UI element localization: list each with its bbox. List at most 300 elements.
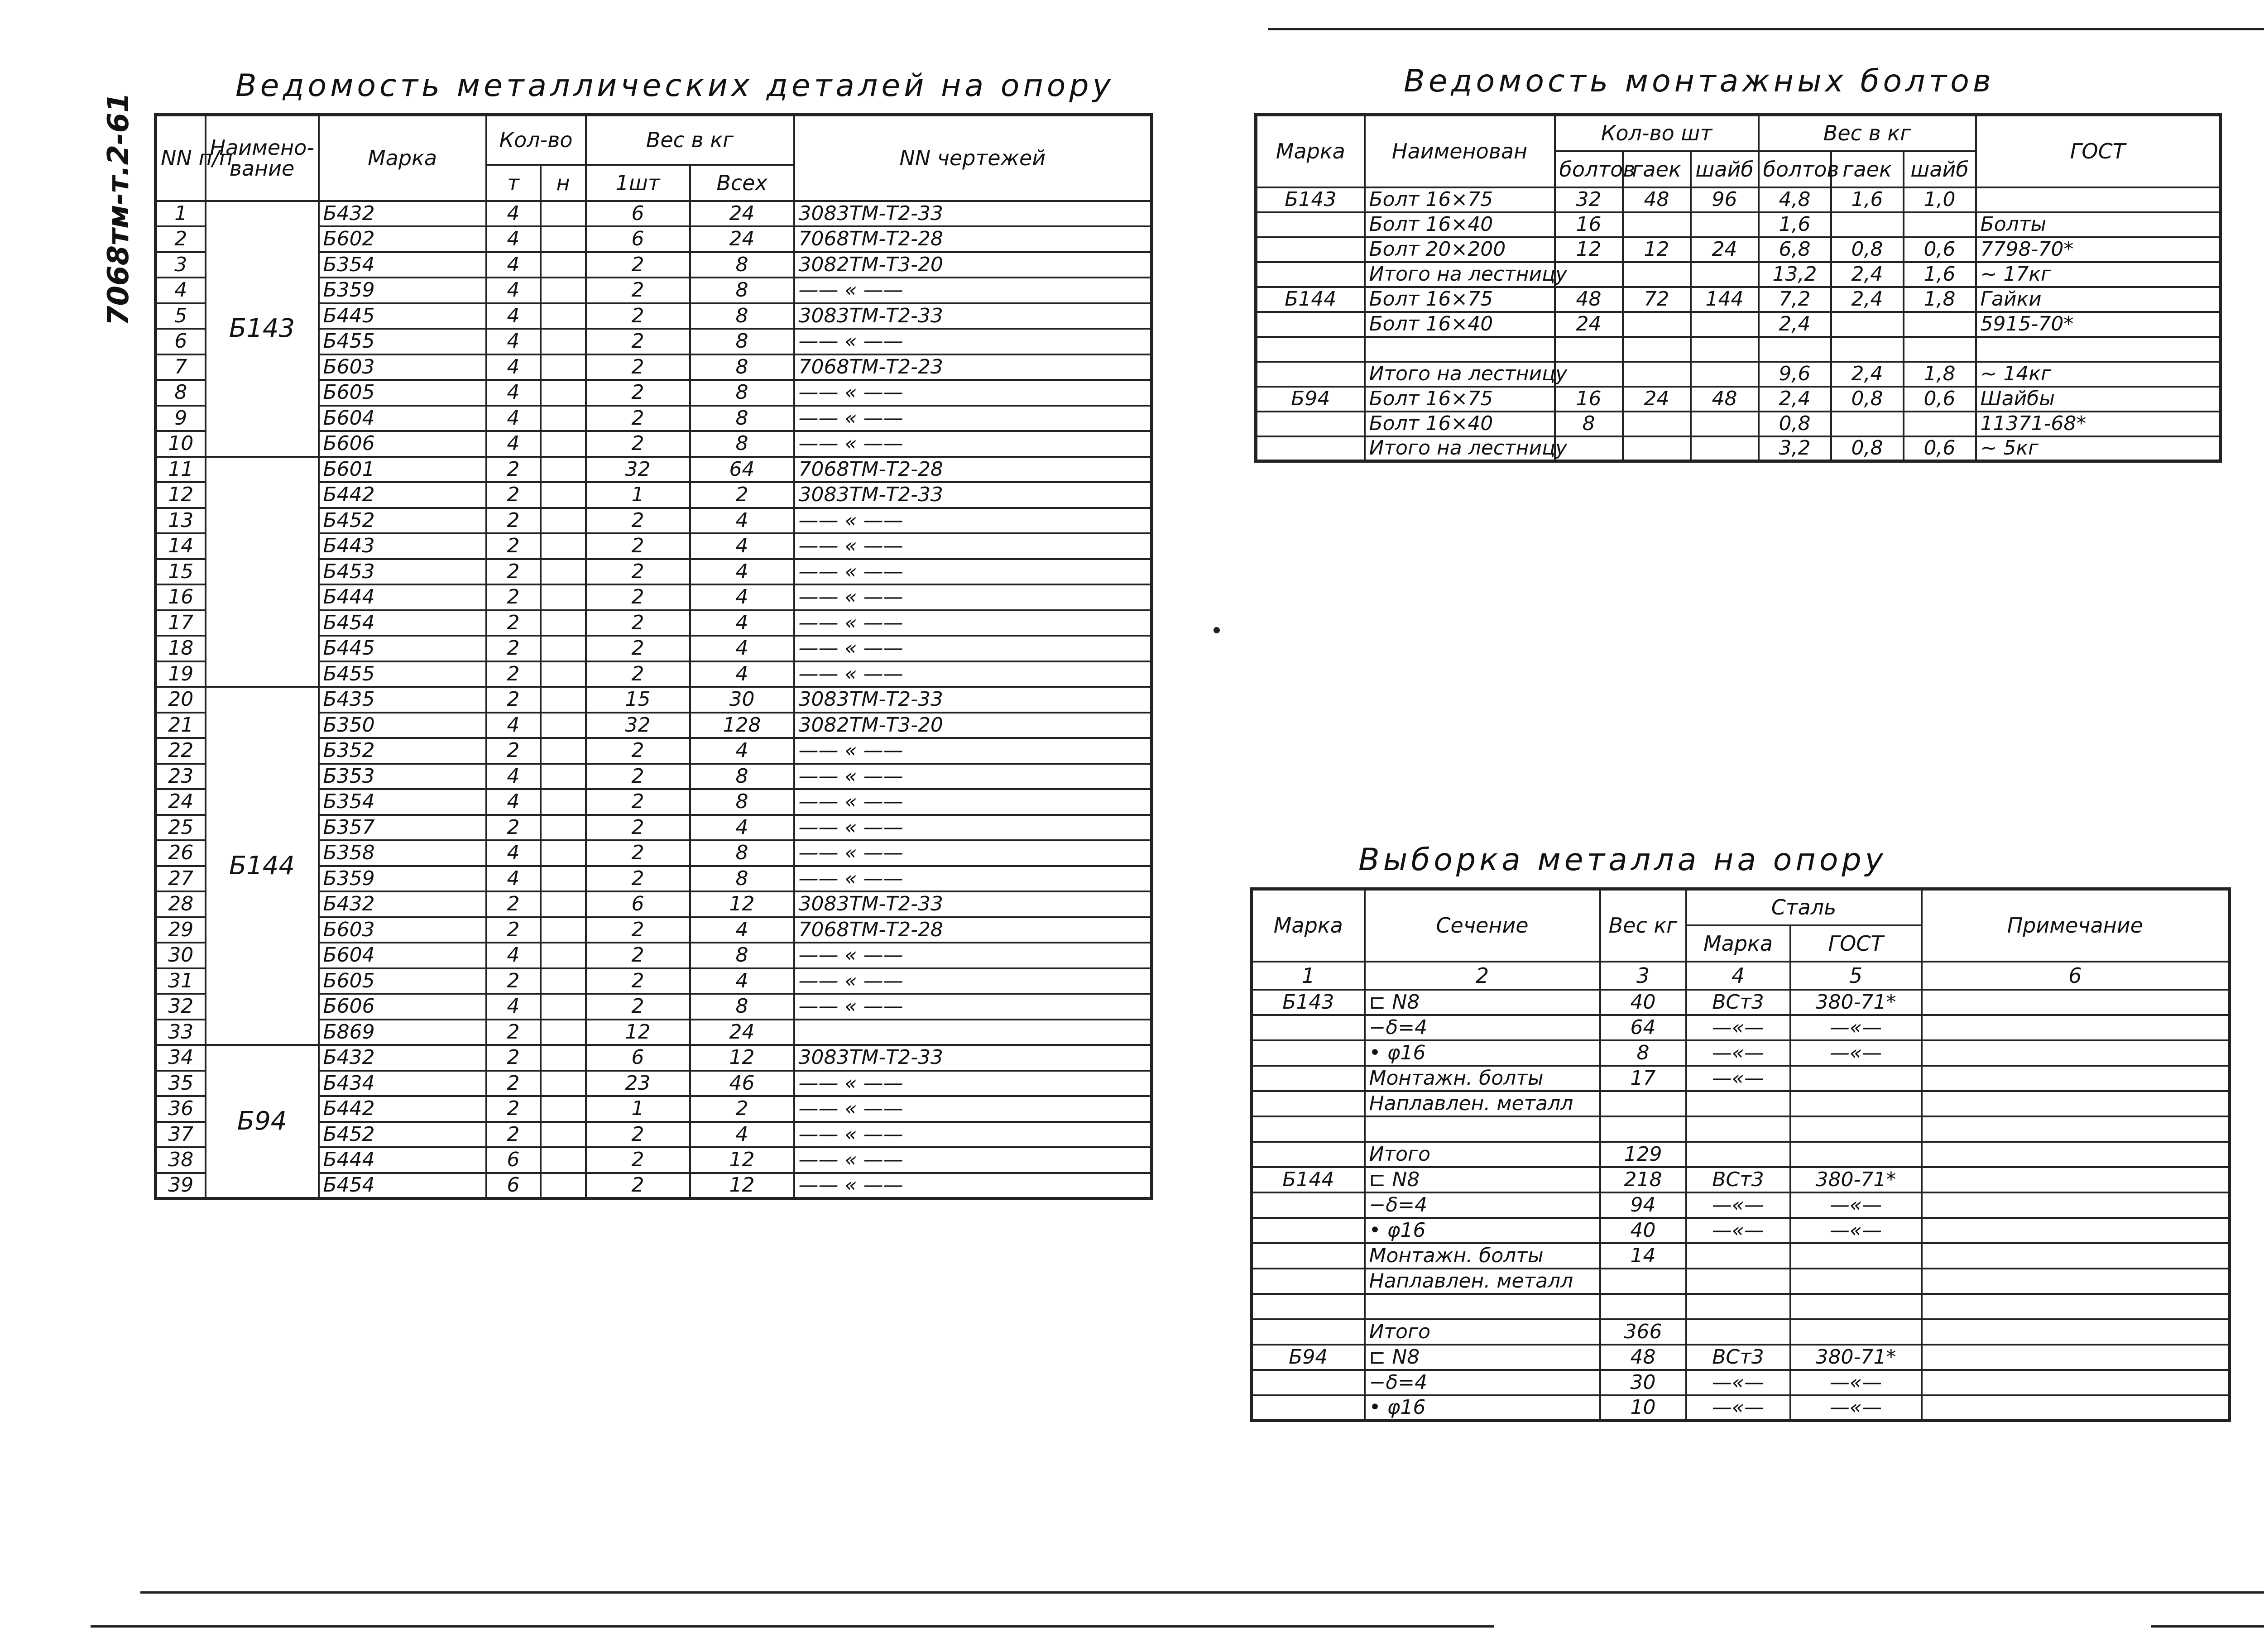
metal-weight: 10	[1600, 1395, 1686, 1421]
row-weight-unit: 2	[586, 764, 690, 790]
nut-weight: 2,4	[1831, 287, 1904, 312]
bolts-row	[1256, 387, 2221, 412]
row-drawing: —— « ——	[794, 278, 1152, 303]
row-number: 17	[156, 610, 206, 636]
row-weight-unit: 2	[586, 815, 690, 841]
row-weight-unit: 2	[586, 636, 690, 661]
steel-gost: —«—	[1790, 1040, 1922, 1066]
row-number: 27	[156, 866, 206, 892]
row-qty-n	[541, 1045, 586, 1071]
bolt-count: 16	[1555, 387, 1623, 412]
row-qty-n	[541, 1122, 586, 1148]
row-qty-n	[541, 713, 586, 738]
metal-marka	[1252, 1040, 1365, 1066]
row-marka: Б606	[319, 431, 486, 457]
group-name: Б94	[206, 1045, 319, 1198]
metal-section: Наплавлен. металл	[1365, 1269, 1600, 1294]
bolt-count: 32	[1555, 187, 1623, 212]
row-weight-total: 4	[690, 533, 794, 559]
row-qty-t: 4	[486, 994, 541, 1020]
row-number: 8	[156, 380, 206, 406]
row-weight-total: 4	[690, 584, 794, 610]
bolts-col-kolvo: Кол-во шт	[1555, 115, 1759, 151]
row-qty-n	[541, 278, 586, 303]
bolt-gost: 11371-68*	[1976, 412, 2221, 436]
row-weight-unit: 2	[586, 968, 690, 994]
metal-marka: Б143	[1252, 990, 1365, 1015]
row-weight-unit: 2	[586, 917, 690, 943]
row-marka: Б445	[319, 636, 486, 661]
col-nn: NN п/п	[156, 115, 206, 201]
row-number: 33	[156, 1020, 206, 1045]
row-weight-unit: 2	[586, 738, 690, 764]
row-weight-total: 8	[690, 303, 794, 329]
bolt-weight: 2,4	[1759, 312, 1831, 337]
washer-count	[1691, 262, 1759, 287]
bolt-name: Болт 16×40	[1365, 412, 1555, 436]
row-number: 11	[156, 457, 206, 483]
row-marka: Б354	[319, 789, 486, 815]
row-marka: Б445	[319, 303, 486, 329]
steel-gost	[1790, 1116, 1922, 1142]
washer-count	[1691, 312, 1759, 337]
metal-section: Монтажн. болты	[1365, 1243, 1600, 1269]
nut-count: 48	[1623, 187, 1691, 212]
bolts-row	[1256, 212, 2221, 237]
row-qty-n	[541, 687, 586, 713]
metal-row	[1252, 1167, 2230, 1192]
steel-gost: —«—	[1790, 1395, 1922, 1421]
steel-gost: 380-71*	[1790, 1345, 1922, 1370]
metal-col-stal: Сталь	[1686, 889, 1922, 925]
row-drawing: 3082ТМ-Т3-20	[794, 713, 1152, 738]
metal-note	[1922, 1167, 2230, 1192]
row-number: 24	[156, 789, 206, 815]
bolt-name: Итого на лестницу	[1365, 262, 1555, 287]
row-weight-total: 24	[690, 201, 794, 227]
row-weight-total: 4	[690, 508, 794, 534]
nut-weight: 0,8	[1831, 237, 1904, 262]
metal-section: −δ=4	[1365, 1370, 1600, 1395]
metal-section: ⊏ N8	[1365, 990, 1600, 1015]
row-weight-total: 2	[690, 482, 794, 508]
row-weight-total: 12	[690, 891, 794, 917]
row-marka: Б604	[319, 943, 486, 968]
row-weight-total: 4	[690, 610, 794, 636]
row-marka: Б442	[319, 482, 486, 508]
bolts-row	[1256, 312, 2221, 337]
metal-section: ⊏ N8	[1365, 1345, 1600, 1370]
metal-col-prim: Примечание	[1922, 889, 2230, 962]
bolt-count: 8	[1555, 412, 1623, 436]
details-row	[156, 201, 1152, 227]
bolt-name	[1365, 337, 1555, 362]
row-marka: Б601	[319, 457, 486, 483]
row-qty-n	[541, 226, 586, 252]
row-weight-total: 12	[690, 1045, 794, 1071]
metal-row	[1252, 1192, 2230, 1218]
metal-section: −δ=4	[1365, 1192, 1600, 1218]
row-marka: Б432	[319, 201, 486, 227]
washer-count: 24	[1691, 237, 1759, 262]
row-weight-unit: 2	[586, 354, 690, 380]
row-weight-total: 4	[690, 1122, 794, 1148]
row-weight-unit: 6	[586, 1045, 690, 1071]
row-weight-total: 24	[690, 1020, 794, 1045]
row-marka: Б452	[319, 1122, 486, 1148]
row-drawing: 7068ТМ-Т2-23	[794, 354, 1152, 380]
row-qty-n	[541, 482, 586, 508]
bolts-row	[1256, 262, 2221, 287]
row-qty-t: 2	[486, 661, 541, 687]
steel-grade: ВСт3	[1686, 1167, 1790, 1192]
steel-grade	[1686, 1243, 1790, 1269]
row-qty-t: 4	[486, 406, 541, 431]
metal-row	[1252, 1218, 2230, 1243]
metal-weight: 94	[1600, 1192, 1686, 1218]
metal-marka	[1252, 1370, 1365, 1395]
nut-count	[1623, 412, 1691, 436]
row-weight-total: 8	[690, 431, 794, 457]
steel-grade: —«—	[1686, 1218, 1790, 1243]
bolt-name: Болт 20×200	[1365, 237, 1555, 262]
bolt-weight: 0,8	[1759, 412, 1831, 436]
metal-note	[1922, 1142, 2230, 1167]
row-drawing	[794, 1020, 1152, 1045]
row-weight-unit: 2	[586, 584, 690, 610]
bolt-gost: Болты	[1976, 212, 2221, 237]
bolts-row	[1256, 187, 2221, 212]
metal-section: • φ16	[1365, 1395, 1600, 1421]
sheet-side-code: 7068тм-т.2-61	[102, 92, 135, 326]
steel-grade	[1686, 1294, 1790, 1319]
row-qty-n	[541, 840, 586, 866]
row-number: 25	[156, 815, 206, 841]
col-ves: Вес в кг	[586, 115, 794, 165]
metal-note	[1922, 1269, 2230, 1294]
bolt-marka	[1256, 212, 1365, 237]
row-number: 15	[156, 559, 206, 585]
nut-count	[1623, 337, 1691, 362]
row-marka: Б603	[319, 354, 486, 380]
metal-note	[1922, 1066, 2230, 1091]
row-number: 13	[156, 508, 206, 534]
washer-weight: 1,8	[1904, 287, 1976, 312]
row-weight-unit: 6	[586, 226, 690, 252]
row-qty-n	[541, 994, 586, 1020]
metal-note	[1922, 1243, 2230, 1269]
row-weight-total: 8	[690, 380, 794, 406]
metal-marka	[1252, 1066, 1365, 1091]
row-weight-unit: 2	[586, 1147, 690, 1173]
row-qty-t: 2	[486, 482, 541, 508]
metal-title: Выборка металла на опору	[1358, 842, 1887, 878]
group-name: Б143	[206, 201, 319, 457]
row-number: 38	[156, 1147, 206, 1173]
bolts-col-shaib: шайб	[1691, 151, 1759, 187]
row-qty-t: 4	[486, 840, 541, 866]
row-qty-t: 2	[486, 968, 541, 994]
metal-table	[1250, 887, 2231, 1422]
row-number: 22	[156, 738, 206, 764]
row-qty-t: 4	[486, 201, 541, 227]
metal-marka	[1252, 1294, 1365, 1319]
row-marka: Б455	[319, 329, 486, 354]
punch-dot	[1214, 627, 1220, 633]
col-n: н	[541, 165, 586, 201]
row-qty-n	[541, 968, 586, 994]
row-number: 9	[156, 406, 206, 431]
washer-weight: 0,6	[1904, 237, 1976, 262]
metal-weight: 14	[1600, 1243, 1686, 1269]
row-drawing: —— « ——	[794, 380, 1152, 406]
metal-row	[1252, 1040, 2230, 1066]
row-marka: Б432	[319, 891, 486, 917]
bolts-col-vgaek: гаек	[1831, 151, 1904, 187]
metal-col-number: 5	[1790, 962, 1922, 990]
row-qty-n	[541, 636, 586, 661]
row-qty-t: 4	[486, 431, 541, 457]
row-weight-unit: 2	[586, 943, 690, 968]
nut-weight: 2,4	[1831, 262, 1904, 287]
row-drawing: —— « ——	[794, 1071, 1152, 1097]
steel-gost	[1790, 1091, 1922, 1116]
metal-marka	[1252, 1192, 1365, 1218]
row-qty-t: 4	[486, 764, 541, 790]
row-qty-t: 4	[486, 866, 541, 892]
row-qty-t: 2	[486, 610, 541, 636]
row-qty-n	[541, 891, 586, 917]
row-qty-n	[541, 533, 586, 559]
bolt-weight: 6,8	[1759, 237, 1831, 262]
bolt-marka	[1256, 412, 1365, 436]
bolt-name: Болт 16×75	[1365, 287, 1555, 312]
bolt-weight: 2,4	[1759, 387, 1831, 412]
row-qty-t: 4	[486, 380, 541, 406]
row-qty-t: 2	[486, 917, 541, 943]
bolts-row	[1256, 237, 2221, 262]
row-drawing: —— « ——	[794, 1173, 1152, 1199]
row-number: 14	[156, 533, 206, 559]
steel-grade: —«—	[1686, 1040, 1790, 1066]
washer-weight	[1904, 312, 1976, 337]
row-weight-total: 8	[690, 866, 794, 892]
row-weight-unit: 2	[586, 866, 690, 892]
washer-count	[1691, 362, 1759, 387]
nut-count	[1623, 262, 1691, 287]
row-qty-t: 6	[486, 1173, 541, 1199]
row-qty-n	[541, 1020, 586, 1045]
bolt-gost	[1976, 337, 2221, 362]
row-number: 36	[156, 1096, 206, 1122]
metal-col-smarka: Марка	[1686, 925, 1790, 962]
row-number: 1	[156, 201, 206, 227]
row-qty-n	[541, 201, 586, 227]
metal-section	[1365, 1294, 1600, 1319]
bolts-row	[1256, 412, 2221, 436]
col-drawings: NN чертежей	[794, 115, 1152, 201]
metal-weight: 30	[1600, 1370, 1686, 1395]
row-drawing: —— « ——	[794, 738, 1152, 764]
bolts-table	[1254, 113, 2222, 463]
metal-marka	[1252, 1319, 1365, 1345]
bolt-marka: Б143	[1256, 187, 1365, 212]
bolts-col-naim: Наименован	[1365, 115, 1555, 187]
row-number: 3	[156, 252, 206, 278]
row-qty-n	[541, 431, 586, 457]
nut-weight: 2,4	[1831, 362, 1904, 387]
nut-count	[1623, 212, 1691, 237]
row-qty-t: 2	[486, 1045, 541, 1071]
details-title: Ведомость металлических деталей на опору	[235, 68, 1114, 104]
row-number: 7	[156, 354, 206, 380]
nut-weight: 0,8	[1831, 436, 1904, 461]
steel-grade	[1686, 1091, 1790, 1116]
row-marka: Б452	[319, 508, 486, 534]
row-marka: Б359	[319, 866, 486, 892]
row-drawing: —— « ——	[794, 840, 1152, 866]
row-drawing: 7068ТМ-Т2-28	[794, 917, 1152, 943]
row-weight-total: 8	[690, 354, 794, 380]
bolt-weight: 7,2	[1759, 287, 1831, 312]
row-qty-n	[541, 303, 586, 329]
row-qty-n	[541, 329, 586, 354]
row-weight-unit: 2	[586, 559, 690, 585]
row-marka: Б353	[319, 764, 486, 790]
metal-row	[1252, 1395, 2230, 1421]
metal-row	[1252, 1243, 2230, 1269]
row-qty-n	[541, 943, 586, 968]
row-drawing: —— « ——	[794, 329, 1152, 354]
row-drawing: 3083ТМ-Т2-33	[794, 1045, 1152, 1071]
row-qty-t: 4	[486, 713, 541, 738]
bolts-col-gost: ГОСТ	[1976, 115, 2221, 187]
row-drawing: —— « ——	[794, 1096, 1152, 1122]
metal-section: Монтажн. болты	[1365, 1066, 1600, 1091]
metal-note	[1922, 1091, 2230, 1116]
row-weight-total: 4	[690, 559, 794, 585]
row-weight-total: 4	[690, 636, 794, 661]
row-weight-unit: 23	[586, 1071, 690, 1097]
row-marka: Б434	[319, 1071, 486, 1097]
row-weight-total: 8	[690, 840, 794, 866]
row-qty-t: 2	[486, 815, 541, 841]
row-weight-unit: 2	[586, 661, 690, 687]
row-qty-n	[541, 1071, 586, 1097]
row-number: 16	[156, 584, 206, 610]
bolt-name: Болт 16×75	[1365, 187, 1555, 212]
row-qty-t: 2	[486, 687, 541, 713]
metal-section: Итого	[1365, 1142, 1600, 1167]
row-weight-total: 4	[690, 968, 794, 994]
steel-gost: —«—	[1790, 1370, 1922, 1395]
bolt-weight: 3,2	[1759, 436, 1831, 461]
row-qty-n	[541, 508, 586, 534]
metal-col-marka: Марка	[1252, 889, 1365, 962]
metal-marka	[1252, 1243, 1365, 1269]
metal-row	[1252, 1066, 2230, 1091]
metal-weight	[1600, 1091, 1686, 1116]
row-number: 21	[156, 713, 206, 738]
row-number: 23	[156, 764, 206, 790]
row-number: 26	[156, 840, 206, 866]
bolt-weight: 13,2	[1759, 262, 1831, 287]
washer-weight: 1,6	[1904, 262, 1976, 287]
metal-weight: 17	[1600, 1066, 1686, 1091]
details-row	[156, 457, 1152, 483]
washer-weight	[1904, 212, 1976, 237]
row-drawing: 3083ТМ-Т2-33	[794, 482, 1152, 508]
washer-count	[1691, 337, 1759, 362]
metal-row	[1252, 1091, 2230, 1116]
details-row	[156, 687, 1152, 713]
row-qty-t: 2	[486, 891, 541, 917]
metal-section: • φ16	[1365, 1040, 1600, 1066]
row-qty-t: 6	[486, 1147, 541, 1173]
metal-col-ves: Вес кг	[1600, 889, 1686, 962]
steel-gost: —«—	[1790, 1192, 1922, 1218]
metal-marka	[1252, 1218, 1365, 1243]
row-qty-n	[541, 661, 586, 687]
row-number: 37	[156, 1122, 206, 1148]
bolt-count	[1555, 337, 1623, 362]
metal-note	[1922, 1116, 2230, 1142]
row-marka: Б603	[319, 917, 486, 943]
col-t: т	[486, 165, 541, 201]
row-drawing: —— « ——	[794, 1122, 1152, 1148]
row-weight-unit: 6	[586, 201, 690, 227]
row-qty-t: 4	[486, 329, 541, 354]
metal-col-number: 1	[1252, 962, 1365, 990]
row-number: 34	[156, 1045, 206, 1071]
row-marka: Б869	[319, 1020, 486, 1045]
washer-count: 144	[1691, 287, 1759, 312]
row-weight-unit: 2	[586, 406, 690, 431]
bolt-gost: 5915-70*	[1976, 312, 2221, 337]
steel-grade: —«—	[1686, 1370, 1790, 1395]
row-weight-unit: 2	[586, 1122, 690, 1148]
row-drawing: —— « ——	[794, 1147, 1152, 1173]
row-drawing: —— « ——	[794, 508, 1152, 534]
row-qty-t: 4	[486, 278, 541, 303]
row-marka: Б602	[319, 226, 486, 252]
row-number: 28	[156, 891, 206, 917]
bolts-row	[1256, 337, 2221, 362]
row-weight-total: 4	[690, 917, 794, 943]
row-marka: Б350	[319, 713, 486, 738]
metal-marka	[1252, 1116, 1365, 1142]
steel-grade	[1686, 1142, 1790, 1167]
washer-count: 96	[1691, 187, 1759, 212]
metal-row	[1252, 1269, 2230, 1294]
nut-weight	[1831, 337, 1904, 362]
col-1sht: 1шт	[586, 165, 690, 201]
metal-note	[1922, 1218, 2230, 1243]
row-number: 5	[156, 303, 206, 329]
row-weight-unit: 2	[586, 278, 690, 303]
metal-weight	[1600, 1294, 1686, 1319]
nut-count: 72	[1623, 287, 1691, 312]
steel-gost	[1790, 1319, 1922, 1345]
row-weight-total: 2	[690, 1096, 794, 1122]
row-marka: Б435	[319, 687, 486, 713]
bolt-count: 16	[1555, 212, 1623, 237]
row-drawing: —— « ——	[794, 661, 1152, 687]
metal-weight	[1600, 1116, 1686, 1142]
row-qty-n	[541, 1173, 586, 1199]
col-kolvo: Кол-во	[486, 115, 586, 165]
row-drawing: 3083ТМ-Т2-33	[794, 303, 1152, 329]
